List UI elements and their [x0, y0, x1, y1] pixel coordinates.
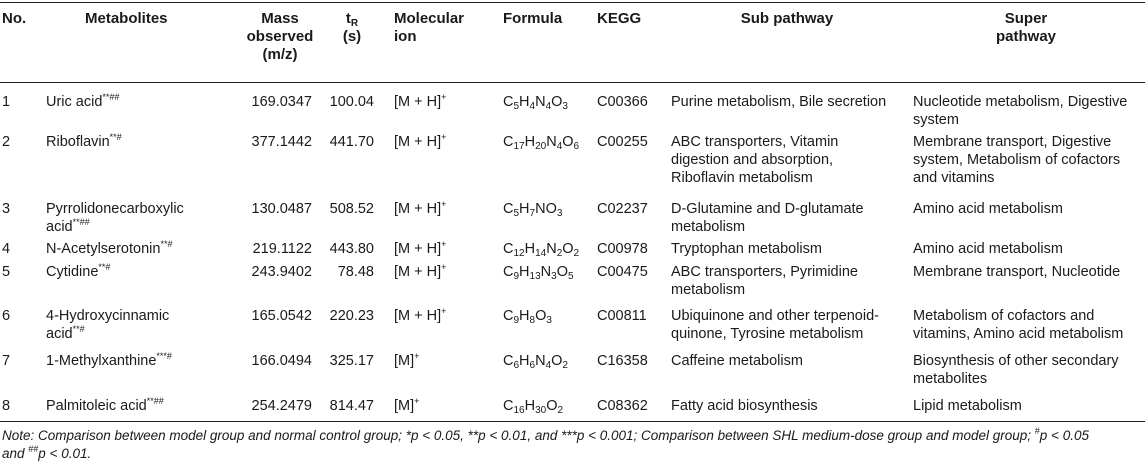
name-line — [46, 325, 226, 343]
super-pathway — [913, 352, 1143, 388]
mass-value: 169.0347 — [251, 94, 312, 110]
formula-element: H — [524, 241, 536, 257]
significance-mark: **## — [146, 396, 164, 406]
super-pathway-line: vitamins, Amino acid metabolism — [913, 326, 1124, 342]
molecular-ion — [394, 263, 446, 281]
formula-subscript: 3 — [546, 315, 552, 326]
header-molecular-ion: Molecular ion — [394, 10, 465, 45]
significance-mark: **## — [102, 92, 120, 102]
formula-element: O — [546, 398, 558, 414]
kegg-id: C00366 — [597, 94, 648, 110]
header-rule — [0, 82, 1145, 83]
name-text: Palmitoleic acid — [46, 398, 147, 414]
molecular-ion — [394, 93, 446, 111]
formula — [503, 307, 552, 325]
formula-element: O — [562, 134, 574, 150]
formula — [503, 200, 562, 218]
name-text: Uric acid — [46, 94, 103, 110]
molecular-ion — [394, 200, 446, 218]
name-line — [46, 352, 226, 370]
super-pathway-line: Membrane transport, Digestive — [913, 134, 1112, 150]
formula-element: N — [546, 241, 557, 257]
ion-text: [M + H] — [394, 308, 442, 324]
header-formula: Formula — [503, 10, 563, 27]
row-number: 1 — [2, 94, 11, 110]
formula-element: C — [503, 241, 514, 257]
super-pathway-line: Nucleotide metabolism, Digestive — [913, 94, 1128, 110]
formula-element: N — [535, 94, 546, 110]
name-text: N-Acetylserotonin — [46, 241, 161, 257]
retention-time: 100.04 — [329, 94, 374, 110]
formula-subscript: 20 — [535, 141, 547, 152]
significance-mark: **# — [72, 324, 85, 334]
name-line — [46, 218, 226, 236]
formula-element: N — [535, 353, 546, 369]
ion-charge: + — [414, 351, 420, 361]
significance-mark: ***# — [156, 351, 172, 361]
formula-subscript: 5 — [513, 101, 520, 112]
ion-text: [M + H] — [394, 134, 442, 150]
formula-subscript: 17 — [513, 141, 525, 152]
super-pathway-line: Metabolism of cofactors and — [913, 308, 1095, 324]
formula-element: H — [524, 134, 536, 150]
formula-subscript: 7 — [529, 208, 536, 219]
ion-text: [M] — [394, 398, 415, 414]
formula-element: O — [551, 353, 563, 369]
sub-pathway-line: Purine metabolism, Bile secretion — [671, 94, 887, 110]
sub-pathway-line: Tryptophan metabolism — [671, 241, 822, 257]
molecular-ion — [394, 133, 446, 151]
ion-text: [M] — [394, 353, 415, 369]
mass-value: 243.9402 — [251, 264, 312, 280]
metabolite-name — [46, 200, 226, 236]
sub-pathway — [671, 133, 907, 187]
formula-element: C — [503, 353, 514, 369]
kegg-id: C08362 — [597, 398, 648, 414]
sub-pathway-line: metabolism — [671, 282, 746, 298]
molecular-ion — [394, 307, 446, 325]
formula-element: H — [519, 353, 530, 369]
formula-subscript: 16 — [513, 405, 525, 416]
sub-pathway-line: Ubiquinone and other terpenoid- — [671, 308, 879, 324]
retention-time: 220.23 — [329, 308, 374, 324]
name-line — [46, 200, 226, 218]
super-pathway-line: Biosynthesis of other secondary — [913, 353, 1119, 369]
ion-text: [M + H] — [394, 264, 442, 280]
sub-pathway — [671, 200, 907, 236]
kegg-id: C00255 — [597, 134, 648, 150]
super-pathway — [913, 200, 1143, 218]
metabolite-name — [46, 352, 226, 370]
name-line — [46, 263, 226, 281]
formula-subscript: 8 — [529, 315, 536, 326]
retention-time: 814.47 — [329, 398, 374, 414]
formula-element: O — [535, 308, 547, 324]
mass-value: 219.1122 — [252, 241, 312, 257]
significance-mark: **# — [160, 239, 173, 249]
name-line — [46, 133, 226, 151]
header-retention-time: $t_R$ (s) — [342, 10, 362, 45]
formula-subscript: 4 — [529, 101, 536, 112]
ion-charge: + — [414, 396, 420, 406]
sub-pathway-line: quinone, Tyrosine metabolism — [671, 326, 864, 342]
mass-value: 130.0487 — [251, 201, 312, 217]
ion-charge: + — [441, 239, 447, 249]
sub-pathway-line: Fatty acid biosynthesis — [671, 398, 818, 414]
kegg-id: C00811 — [597, 308, 647, 324]
metabolite-name — [46, 240, 226, 258]
header-super-pathway: Super pathway — [995, 10, 1056, 45]
sub-pathway — [671, 240, 907, 258]
mass-value: 165.0542 — [251, 308, 312, 324]
super-pathway — [913, 307, 1143, 343]
significance-mark: **# — [98, 262, 111, 272]
super-pathway — [913, 397, 1143, 415]
header-kegg: KEGG — [597, 10, 642, 27]
ion-charge: + — [441, 262, 447, 272]
formula-element: NO — [535, 201, 557, 217]
bottom-rule — [0, 421, 1145, 422]
kegg-id: C00475 — [597, 264, 648, 280]
name-line — [46, 397, 226, 415]
ion-charge: + — [441, 199, 447, 209]
formula-subscript: 6 — [573, 141, 580, 152]
ion-text: [M + H] — [394, 94, 442, 110]
formula-subscript: 2 — [556, 248, 563, 259]
super-pathway-line: Lipid metabolism — [913, 398, 1022, 414]
significance-mark: **# — [109, 132, 122, 142]
formula-subscript: 5 — [567, 271, 574, 282]
header-metabolites: Metabolites — [85, 10, 168, 27]
metabolite-name — [46, 263, 226, 281]
formula-element: C — [503, 134, 514, 150]
sub-pathway — [671, 397, 907, 415]
formula-subscript: 2 — [557, 405, 564, 416]
row-number: 5 — [2, 264, 11, 280]
retention-time: 508.52 — [329, 201, 374, 217]
formula-subscript: 4 — [545, 360, 552, 371]
super-pathway-line: Membrane transport, Nucleotide — [913, 264, 1121, 280]
row-number: 8 — [2, 398, 11, 414]
sub-pathway-line: ABC transporters, Pyrimidine — [671, 264, 858, 280]
retention-time: 443.80 — [329, 241, 374, 257]
ion-charge: + — [441, 92, 447, 102]
name-text: Cytidine — [46, 264, 99, 280]
formula-subscript: 2 — [573, 248, 580, 259]
significance-mark: **## — [72, 217, 90, 227]
formula-element: H — [524, 398, 536, 414]
sub-pathway — [671, 93, 907, 111]
header-sub-pathway: Sub pathway — [740, 10, 834, 27]
row-number: 4 — [2, 241, 11, 257]
molecular-ion — [394, 397, 419, 415]
super-pathway — [913, 93, 1143, 129]
name-text: Riboflavin — [46, 134, 110, 150]
metabolite-name — [46, 133, 226, 151]
formula — [503, 352, 568, 370]
formula-element: N — [546, 134, 557, 150]
super-pathway-line: Amino acid metabolism — [913, 241, 1063, 257]
formula-subscript: 6 — [529, 360, 536, 371]
formula-element: O — [556, 264, 568, 280]
formula-element: C — [503, 308, 514, 324]
sub-pathway-line: digestion and absorption, — [671, 152, 834, 168]
sub-pathway-line: ABC transporters, Vitamin — [671, 134, 839, 150]
super-pathway — [913, 133, 1143, 187]
metabolite-name — [46, 307, 226, 343]
top-rule — [0, 2, 1145, 3]
ion-charge: + — [441, 306, 447, 316]
formula — [503, 133, 579, 151]
super-pathway — [913, 263, 1143, 281]
molecular-ion — [394, 352, 419, 370]
formula-element: C — [503, 94, 514, 110]
ion-charge: + — [441, 132, 447, 142]
formula-subscript: 13 — [529, 271, 541, 282]
retention-time: 78.48 — [337, 264, 374, 280]
ion-text: [M + H] — [394, 201, 442, 217]
header-no: No. — [2, 10, 27, 27]
super-pathway-line: and vitamins — [913, 170, 995, 186]
formula-subscript: 9 — [513, 271, 520, 282]
formula — [503, 240, 579, 258]
formula-subscript: 4 — [556, 141, 563, 152]
formula-subscript: 14 — [535, 248, 547, 259]
metabolite-name — [46, 93, 226, 111]
formula-element: H — [519, 264, 530, 280]
name-text: 4-Hydroxycinnamic — [46, 308, 170, 324]
formula-element: C — [503, 398, 514, 414]
row-number: 6 — [2, 308, 11, 324]
formula-element: N — [540, 264, 552, 280]
retention-time: 325.17 — [329, 353, 374, 369]
sub-pathway-line: Caffeine metabolism — [671, 353, 803, 369]
formula-subscript: 3 — [551, 271, 557, 282]
formula-element: C — [503, 201, 514, 217]
super-pathway-line: system, Metabolism of cofactors — [913, 152, 1121, 168]
sub-pathway-line: Riboflavin metabolism — [671, 170, 813, 186]
formula-subscript: 2 — [562, 360, 568, 371]
sub-pathway — [671, 263, 907, 299]
name-text: acid — [46, 219, 73, 235]
name-text: 1-Methylxanthine — [46, 353, 157, 369]
formula-subscript: 5 — [513, 208, 520, 219]
sub-pathway-line: metabolism — [671, 219, 746, 235]
name-line — [46, 240, 226, 258]
name-line — [46, 307, 226, 325]
molecular-ion — [394, 240, 446, 258]
kegg-id: C16358 — [597, 353, 648, 369]
formula-subscript: 12 — [513, 248, 525, 259]
formula — [503, 397, 563, 415]
formula-element: H — [519, 201, 530, 217]
formula-element: C — [503, 264, 514, 280]
formula-subscript: 4 — [545, 101, 552, 112]
name-text: acid — [46, 326, 73, 342]
mass-value: 166.0494 — [251, 353, 312, 369]
formula-element: H — [519, 94, 530, 110]
sub-pathway-line: D-Glutamine and D-glutamate — [671, 201, 864, 217]
formula-subscript: 3 — [562, 101, 568, 112]
sub-pathway — [671, 307, 907, 343]
formula-subscript: 9 — [513, 315, 520, 326]
ion-text: [M + H] — [394, 241, 442, 257]
metabolite-name — [46, 397, 226, 415]
table-note: Note: Comparison between model group and normal control group; *p < 0.05, **p < 0.01, and ***p < 0.001; Comparison between SHL medium-dose group and model group; #p < 0.05 and ##p < 0.01. — [2, 426, 1089, 461]
super-pathway — [913, 240, 1143, 258]
super-pathway-line: system — [913, 112, 959, 128]
name-line — [46, 93, 226, 111]
kegg-id: C00978 — [597, 241, 648, 257]
mass-value: 377.1442 — [251, 134, 312, 150]
formula-element: O — [551, 94, 563, 110]
sub-pathway — [671, 352, 907, 370]
header-mass: Mass observed (m/z) — [246, 10, 314, 63]
row-number: 7 — [2, 353, 11, 369]
formula — [503, 263, 574, 281]
super-pathway-line: Amino acid metabolism — [913, 201, 1063, 217]
formula-element: O — [562, 241, 574, 257]
formula-subscript: 3 — [556, 208, 563, 219]
row-number: 2 — [2, 134, 11, 150]
retention-time: 441.70 — [329, 134, 374, 150]
formula — [503, 93, 568, 111]
formula-subscript: 6 — [513, 360, 520, 371]
name-text: Pyrrolidonecarboxylic — [46, 201, 184, 217]
row-number: 3 — [2, 201, 11, 217]
formula-subscript: 30 — [535, 405, 547, 416]
mass-value: 254.2479 — [251, 398, 312, 414]
super-pathway-line: metabolites — [913, 371, 988, 387]
kegg-id: C02237 — [597, 201, 648, 217]
formula-element: H — [519, 308, 530, 324]
